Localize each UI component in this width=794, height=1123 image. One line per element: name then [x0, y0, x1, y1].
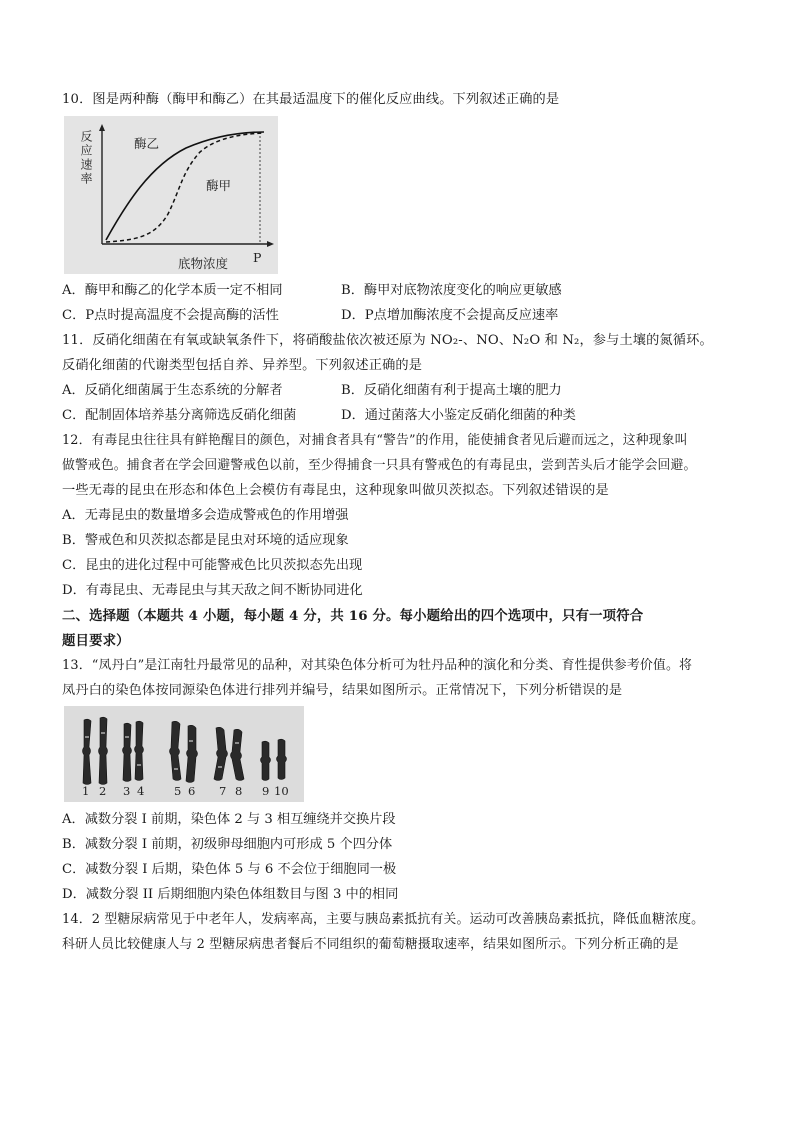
q12-stem-line3: 一些无毒的昆虫在形态和体色上会模仿有毒昆虫，这种现象叫做贝茨拟态。下列叙述错误的是	[62, 483, 609, 498]
q10-option-a: A．酶甲和酶乙的化学本质一定不相同	[62, 283, 283, 298]
q13-option-d: D．减数分裂 II 后期细胞内染色体组数目与图 3 中的相同	[62, 887, 399, 902]
q11-stem-line1: 11．反硝化细菌在有氧或缺氧条件下，将硝酸盐依次被还原为 NO₂-、NO、N₂O 和 N₂，参与土壤的氮循环。	[62, 333, 713, 348]
q13-stem-line1: 13．“凤丹白”是江南牡丹最常见的品种，对其染色体分析可为牡丹品种的演化和分类、育性提供参考价值。将	[62, 658, 693, 673]
chromosome-number-5: 5	[174, 784, 182, 798]
chromosome-number-9: 9	[262, 784, 270, 798]
q12-option-b: B．警戒色和贝茨拟态都是昆虫对环境的适应现象	[62, 533, 349, 548]
x-mark-p: P	[253, 250, 262, 265]
chromosome-number-3: 3	[123, 784, 131, 798]
q12-option-d: D．有毒昆虫、无毒昆虫与其天敌之间不断协同进化	[62, 583, 363, 598]
enzyme-curve-figure	[64, 116, 278, 274]
curve-a-label: 酶甲	[206, 178, 232, 193]
q12-option-a: A．无毒昆虫的数量增多会造成警戒色的作用增强	[62, 508, 349, 523]
section2-heading-line1: 二、选择题（本题共 4 小题，每小题 4 分，共 16 分。每小题给出的四个选项中，只有一项符合	[62, 608, 644, 624]
chromosome-number-2: 2	[99, 784, 107, 798]
enzyme-curve-svg	[64, 116, 278, 274]
karyotype-figure	[64, 706, 304, 802]
q13-option-c: C．减数分裂 I 后期，染色体 5 与 6 不会位于细胞同一极	[62, 862, 397, 877]
q11-stem-line2: 反硝化细菌的代谢类型包括自养、异养型。下列叙述正确的是	[62, 358, 423, 373]
chromosome-number-1: 1	[82, 784, 90, 798]
q13-option-a: A．减数分裂 I 前期，染色体 2 与 3 相互缠绕并交换片段	[62, 812, 396, 827]
q11-option-d: D．通过菌落大小鉴定反硝化细菌的种类	[341, 408, 576, 423]
q11-option-c: C．配制固体培养基分离筛选反硝化细菌	[62, 408, 297, 423]
y-axis-label: 反应速率	[79, 130, 93, 186]
q12-option-c: C．昆虫的进化过程中可能警戒色比贝茨拟态先出现	[62, 558, 363, 573]
q10-option-d: D．P点增加酶浓度不会提高反应速率	[341, 308, 559, 323]
q13-option-b: B．减数分裂 I 前期，初级卵母细胞内可形成 5 个四分体	[62, 837, 393, 852]
chromosome-number-4: 4	[137, 784, 145, 798]
chromosome-number-8: 8	[235, 784, 243, 798]
q14-stem-line2: 科研人员比较健康人与 2 型糖尿病患者餐后不同组织的葡萄糖摄取速率，结果如图所示。下列分析正确的是	[62, 937, 679, 952]
x-axis-label: 底物浓度	[178, 256, 229, 271]
q10-option-b: B．酶甲对底物浓度变化的响应更敏感	[341, 283, 562, 298]
q12-stem-line2: 做警戒色。捕食者在学会回避警戒色以前，至少得捕食一只具有警戒色的有毒昆虫，尝到苦头后才能学会回避。	[62, 458, 697, 473]
q13-stem-line2: 凤丹白的染色体按同源染色体进行排列并编号，结果如图所示。正常情况下，下列分析错误的是	[62, 683, 623, 698]
q10-stem: 10．图是两种酶（酶甲和酶乙）在其最适温度下的催化反应曲线。下列叙述正确的是	[62, 92, 560, 107]
q10-option-c: C．P点时提高温度不会提高酶的活性	[62, 308, 279, 323]
chromosome-number-7: 7	[219, 784, 227, 798]
curve-b-label: 酶乙	[134, 136, 160, 151]
q11-option-b: B．反硝化细菌有利于提高土壤的肥力	[341, 383, 562, 398]
section2-heading-line2: 题目要求）	[62, 633, 130, 649]
q14-stem-line1: 14．2 型糖尿病常见于中老年人，发病率高，主要与胰岛素抵抗有关。运动可改善胰岛素抵抗，降低血糖浓度。	[62, 912, 705, 927]
q12-stem-line1: 12．有毒昆虫往往具有鲜艳醒目的颜色，对捕食者具有“警告”的作用，能使捕食者见后避而远之，这种现象叫	[62, 433, 688, 448]
chromosome-number-10: 10	[274, 784, 289, 798]
q11-option-a: A．反硝化细菌属于生态系统的分解者	[62, 383, 283, 398]
chromosome-number-6: 6	[188, 784, 196, 798]
